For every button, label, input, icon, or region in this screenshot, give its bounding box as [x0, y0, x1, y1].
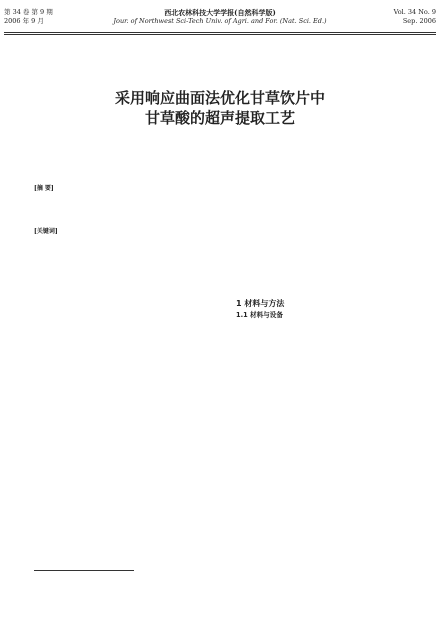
text-line: [34, 305, 224, 315]
abstract-label: [摘 要]: [34, 185, 54, 192]
footnote-rule: [34, 570, 134, 571]
text-line: [34, 599, 224, 609]
text-line: [34, 560, 224, 570]
section-heading: 1 材料与方法: [236, 299, 285, 309]
text-line: [34, 481, 224, 491]
text-line: [34, 462, 224, 472]
text-line: [34, 266, 224, 276]
abstract-line: [34, 184, 406, 194]
article-id-entry: [264, 238, 266, 245]
header-center: [104, 8, 336, 26]
text-line: [34, 374, 224, 384]
abstract: [34, 184, 406, 194]
keywords: [34, 226, 406, 235]
text-line: [34, 423, 224, 433]
text-line: [34, 256, 224, 266]
text-line: [236, 421, 426, 431]
text-line: [236, 452, 426, 462]
text-line: [34, 442, 224, 452]
left-column: [34, 256, 224, 609]
text-line: [34, 334, 224, 344]
journal-header: [4, 6, 436, 33]
text-line: [236, 256, 426, 266]
text-line: [236, 372, 426, 382]
title-line-2: 甘草酸的超声提取工艺: [144, 109, 295, 127]
volume-en: Vol. 34 No. 9: [393, 8, 436, 16]
text-line: [236, 333, 426, 343]
text-line: [34, 579, 224, 589]
header-left: [4, 8, 104, 26]
text-line: [34, 364, 224, 374]
text-line: [236, 462, 426, 472]
date-cn: 2006 年 9 月: [4, 17, 44, 25]
right-column: [236, 256, 426, 472]
text-line: [34, 432, 224, 442]
text-line: [236, 401, 426, 411]
text-line: [34, 383, 224, 393]
text-line: [34, 413, 224, 423]
text-line: [34, 344, 224, 354]
volume-issue: 第 34 卷 第 9 期: [4, 8, 53, 16]
header-rule: [4, 34, 436, 35]
text-line: [34, 276, 224, 286]
date-en: Sep. 2006: [402, 17, 436, 25]
text-line: [236, 391, 426, 401]
paragraph: [236, 433, 426, 472]
text-line: [236, 276, 426, 286]
paragraph: [34, 256, 224, 501]
paper-title: [0, 88, 440, 128]
text-line: [34, 354, 224, 364]
text-line: [34, 491, 224, 501]
keywords-label: [关键词]: [34, 228, 58, 235]
paragraph: [236, 256, 426, 295]
text-line: [34, 452, 224, 462]
text-line: [34, 511, 224, 521]
text-line: [34, 295, 224, 305]
text-line: [34, 501, 224, 511]
text-line: [236, 323, 426, 333]
text-line: [236, 266, 426, 276]
text-line: [34, 325, 224, 335]
doc-code-entry: [164, 238, 166, 245]
text-line: [236, 352, 426, 362]
text-line: [236, 433, 426, 443]
text-line: [236, 411, 426, 421]
text-line: [236, 442, 426, 452]
text-line: [34, 393, 224, 403]
text-line: [34, 403, 224, 413]
text-line: [34, 285, 224, 295]
text-line: [236, 362, 426, 372]
text-line: [34, 472, 224, 482]
subsection-heading: 1.1 材料与设备: [236, 310, 283, 319]
text-line: [236, 382, 426, 392]
journal-name-en: Jour. of Northwest Sci-Tech Univ. of Agri. and For. (Nat. Sci. Ed.): [113, 17, 327, 25]
paragraph: [34, 501, 224, 609]
text-line: [34, 589, 224, 599]
text-line: [236, 342, 426, 352]
text-line: [34, 550, 224, 560]
text-line: [34, 315, 224, 325]
text-line: [34, 530, 224, 540]
text-line: [236, 285, 426, 295]
journal-name-cn: 西北农林科技大学学报(自然科学版): [164, 8, 276, 17]
clc-entry: [34, 238, 36, 245]
text-line: [34, 540, 224, 550]
title-line-1: 采用响应曲面法优化甘草饮片中: [114, 89, 325, 107]
text-line: [34, 521, 224, 531]
header-right: [336, 8, 436, 26]
paragraph: [236, 323, 426, 431]
